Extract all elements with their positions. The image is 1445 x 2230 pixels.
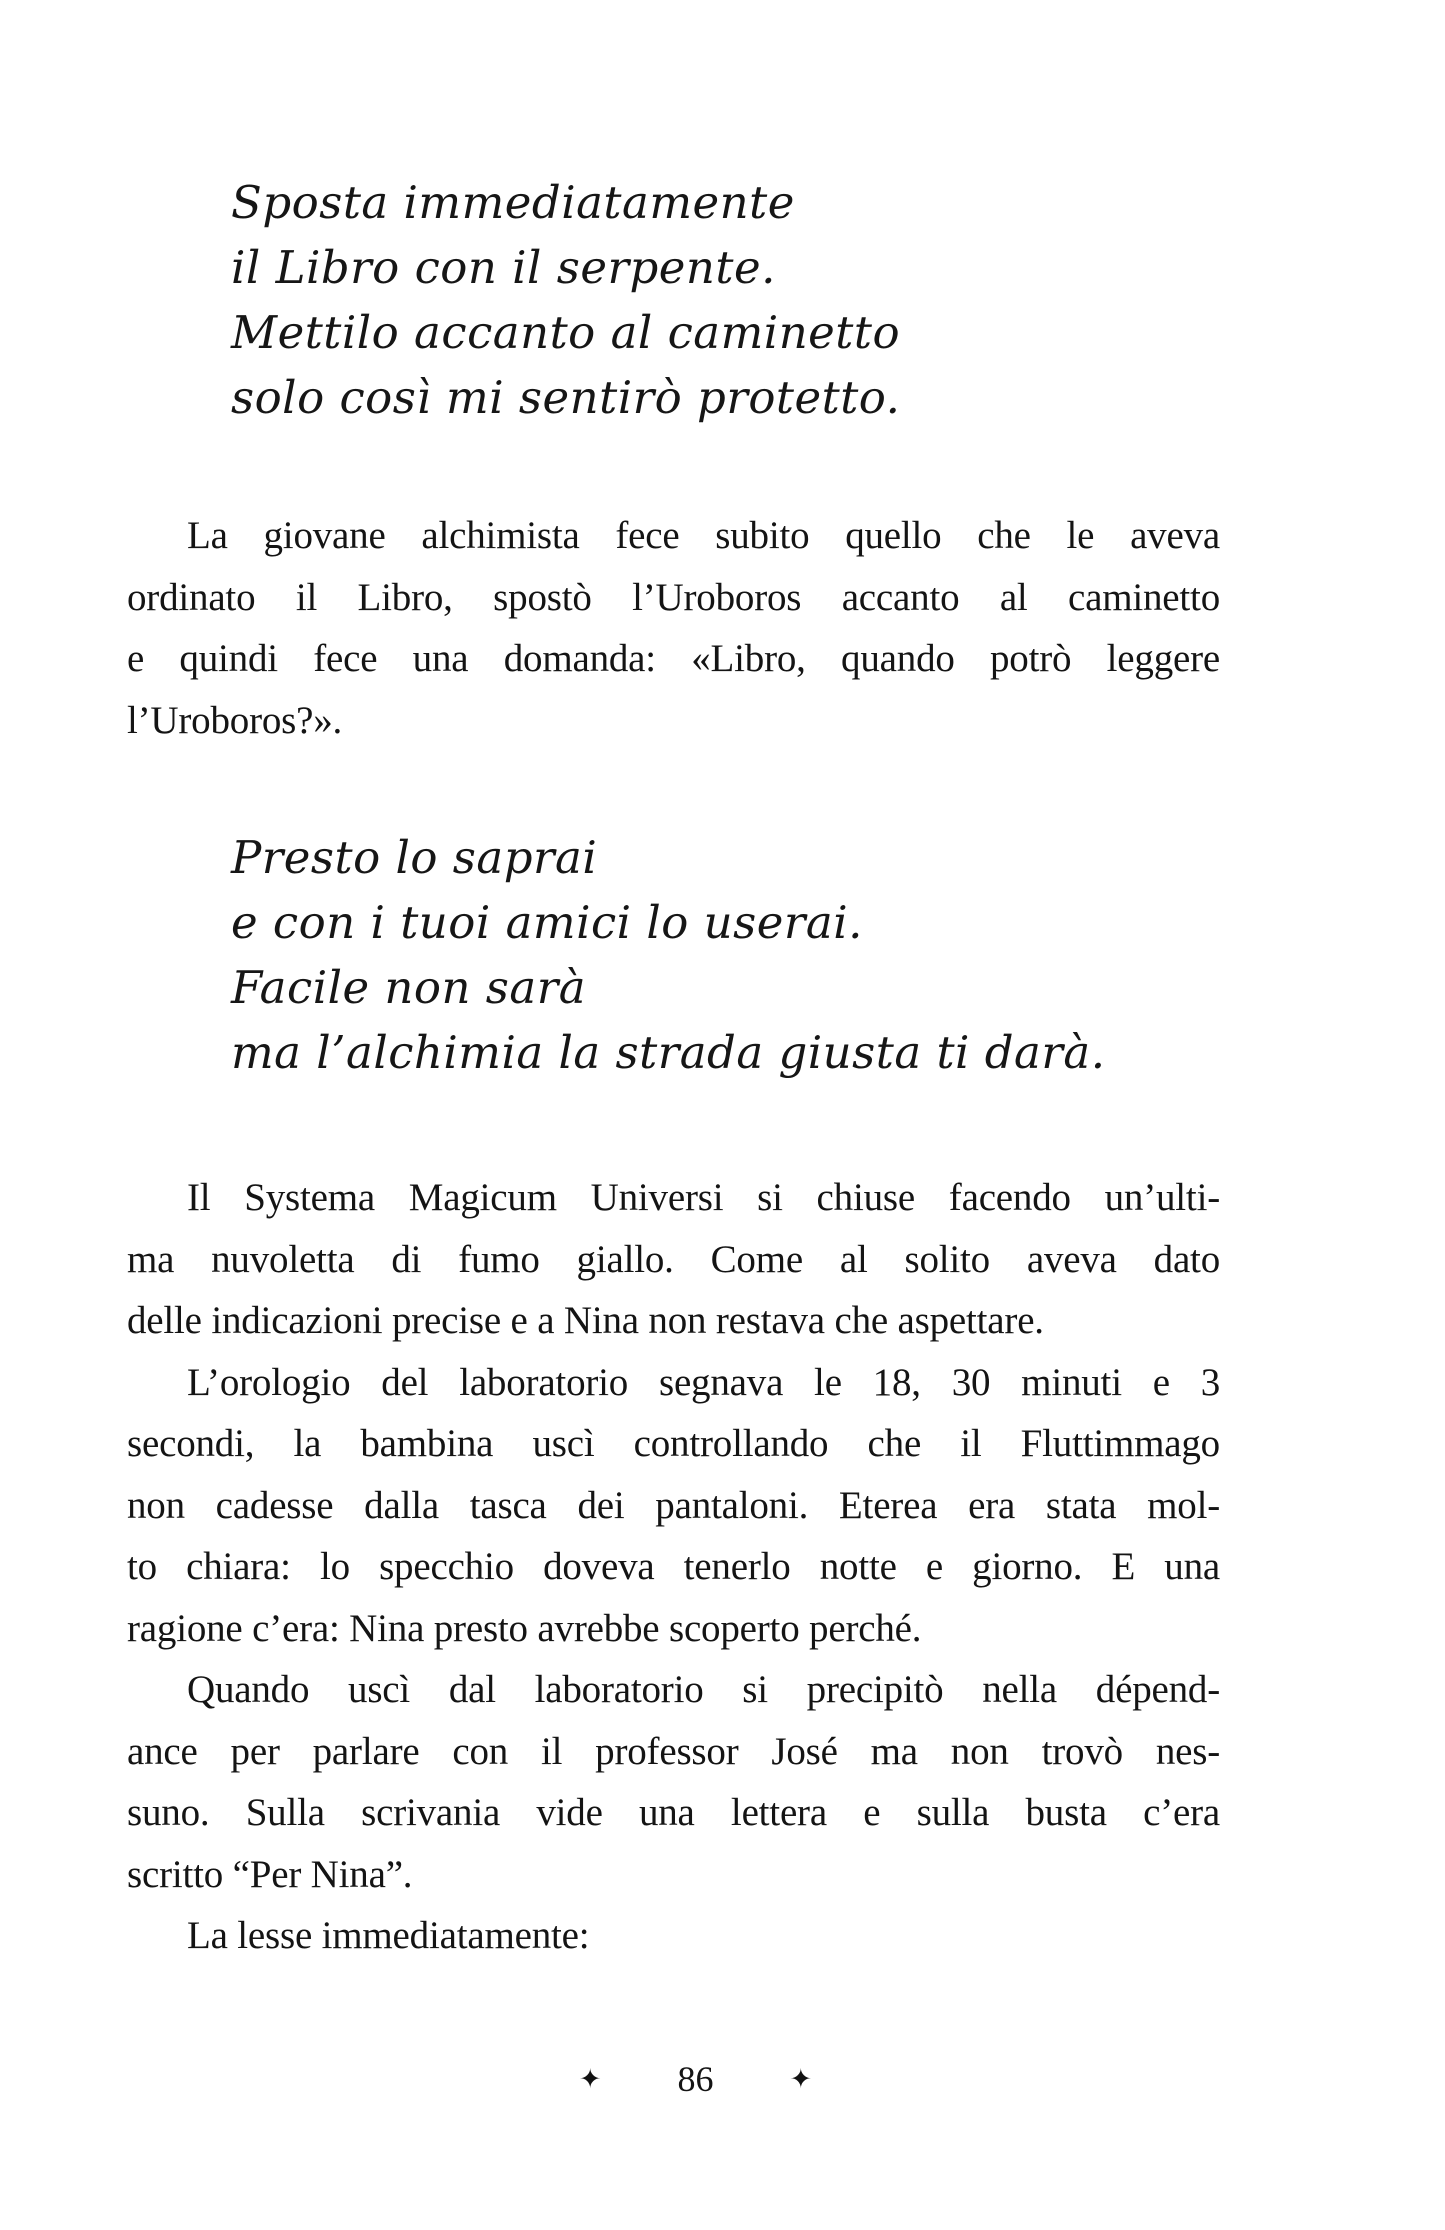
body-line: l’Uroboros?». bbox=[127, 698, 343, 742]
body-line: Quando uscì dal laboratorio si precipitò nella dépend- bbox=[187, 1668, 1220, 1711]
verse-line: Mettilo accanto al caminetto bbox=[231, 306, 901, 359]
paragraph bbox=[127, 505, 1220, 751]
body-line: scritto “Per Nina”. bbox=[127, 1852, 413, 1896]
star-ornament-left-icon: ✦ bbox=[578, 2063, 602, 2094]
body-line: suno. Sulla scrivania vide una lettera e sulla busta c’era bbox=[127, 1791, 1220, 1834]
paragraph bbox=[127, 1905, 1220, 1967]
body-line: e quindi fece una domanda: «Libro, quando potrò leggere bbox=[127, 637, 1220, 680]
verse-line: e con i tuoi amici lo userai. bbox=[231, 896, 863, 949]
verse-line: Presto lo saprai bbox=[231, 831, 598, 884]
body-line: La lesse immediatamente: bbox=[187, 1914, 590, 1957]
verse-line: ma l’alchimia la strada giusta ti darà. bbox=[231, 1026, 1106, 1079]
body-line: ma nuvoletta di fumo giallo. Come al solito aveva dato bbox=[127, 1237, 1220, 1281]
text-column bbox=[127, 0, 1220, 1967]
verse-line: Sposta immediatamente bbox=[231, 176, 795, 229]
verse-line: il Libro con il serpente. bbox=[231, 241, 776, 294]
verse-block bbox=[231, 170, 1220, 430]
star-ornament-right-icon: ✦ bbox=[789, 2063, 813, 2094]
verse-block bbox=[231, 825, 1220, 1085]
paragraph bbox=[127, 1352, 1220, 1660]
body-line: non cadesse dalla tasca dei pantaloni. Eterea era stata mol- bbox=[127, 1483, 1220, 1527]
body-line: ordinato il Libro, spostò l’Uroboros accanto al caminetto bbox=[127, 575, 1220, 619]
verse-line: Facile non sarà bbox=[231, 961, 587, 1014]
body-line: delle indicazioni precise e a Nina non restava che aspettare. bbox=[127, 1299, 1044, 1342]
body-line: secondi, la bambina uscì controllando che il Fluttimmago bbox=[127, 1422, 1220, 1465]
footer bbox=[149, 2058, 1242, 2100]
body-line: La giovane alchimista fece subito quello che le aveva bbox=[187, 514, 1220, 557]
paragraph bbox=[127, 1659, 1220, 1905]
body-line: Il Systema Magicum Universi si chiuse facendo un’ulti- bbox=[187, 1176, 1220, 1219]
body-line: L’orologio del laboratorio segnava le 18, 30 minuti e 3 bbox=[187, 1360, 1220, 1404]
paragraph bbox=[127, 1167, 1220, 1352]
page-number: 86 bbox=[677, 2059, 714, 2099]
body-line: ance per parlare con il professor José ma non trovò nes- bbox=[127, 1729, 1220, 1773]
body-line: to chiara: lo specchio doveva tenerlo notte e giorno. E una bbox=[127, 1545, 1220, 1588]
body-line: ragione c’era: Nina presto avrebbe scoperto perché. bbox=[127, 1606, 922, 1650]
verse-line: solo così mi sentirò protetto. bbox=[231, 371, 901, 424]
